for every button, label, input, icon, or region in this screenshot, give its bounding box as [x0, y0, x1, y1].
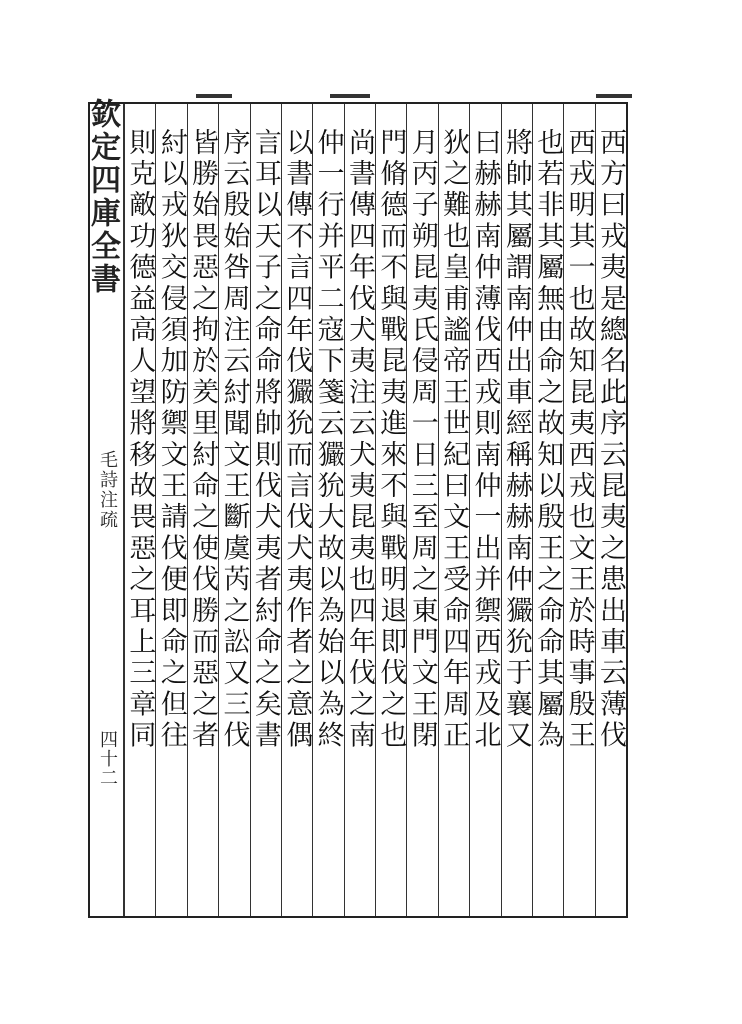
text-column: 紂以戎狄交侵須加防禦文王請伐便即命之但往 [155, 104, 186, 916]
text-column: 將帥其屬謂南仲出車經稱赫赫南仲玁狁于襄又 [501, 104, 532, 916]
text-column: 西方曰戎夷是總名此序云昆夷之患出車云薄伐 [595, 104, 626, 916]
text-column: 月丙子朔昆夷氏侵周一日三至周之東門文王閉 [406, 104, 437, 916]
print-mark [196, 94, 232, 98]
text-column: 言耳以天子之命命將帥則伐犬夷者紂命之矣書 [250, 104, 281, 916]
text-column: 以書傳不言四年伐玁狁而言伐犬夷作者之意偶 [281, 104, 312, 916]
text-column: 序云殷始咎周注云紂聞文王斷虞芮之訟又三伐 [218, 104, 249, 916]
text-column: 曰赫赫南仲薄伐西戎則南仲一出并禦西戎及北 [469, 104, 500, 916]
book-title: 欽定四庫全書 [85, 98, 120, 296]
print-mark [330, 94, 370, 98]
text-column: 則克敵功德益高人望將移故畏惡之耳上三章同 [124, 104, 155, 916]
text-column: 仲一行并平二寇下箋云玁狁大故以為始以為終 [312, 104, 343, 916]
text-column: 也若非其屬無由命之故知以殷王之命命其屬為 [532, 104, 563, 916]
page-number: 四十二 [97, 730, 118, 787]
text-column: 門脩德而不與戰昆夷進來不與戰明退即伐之也 [375, 104, 406, 916]
text-column: 尚書傳四年伐犬夷注云犬夷昆夷也四年伐之南 [344, 104, 375, 916]
section-title: 毛詩注疏 [97, 450, 118, 530]
text-column: 狄之難也皇甫謐帝王世紀曰文王受命四年周正 [438, 104, 469, 916]
text-column: 皆勝始畏惡之拘於羑里紂命之使伐勝而惡之者 [187, 104, 218, 916]
print-mark [596, 94, 632, 98]
text-column: 西戎明其一也故知昆夷西戎也文王於時事殷王 [563, 104, 594, 916]
